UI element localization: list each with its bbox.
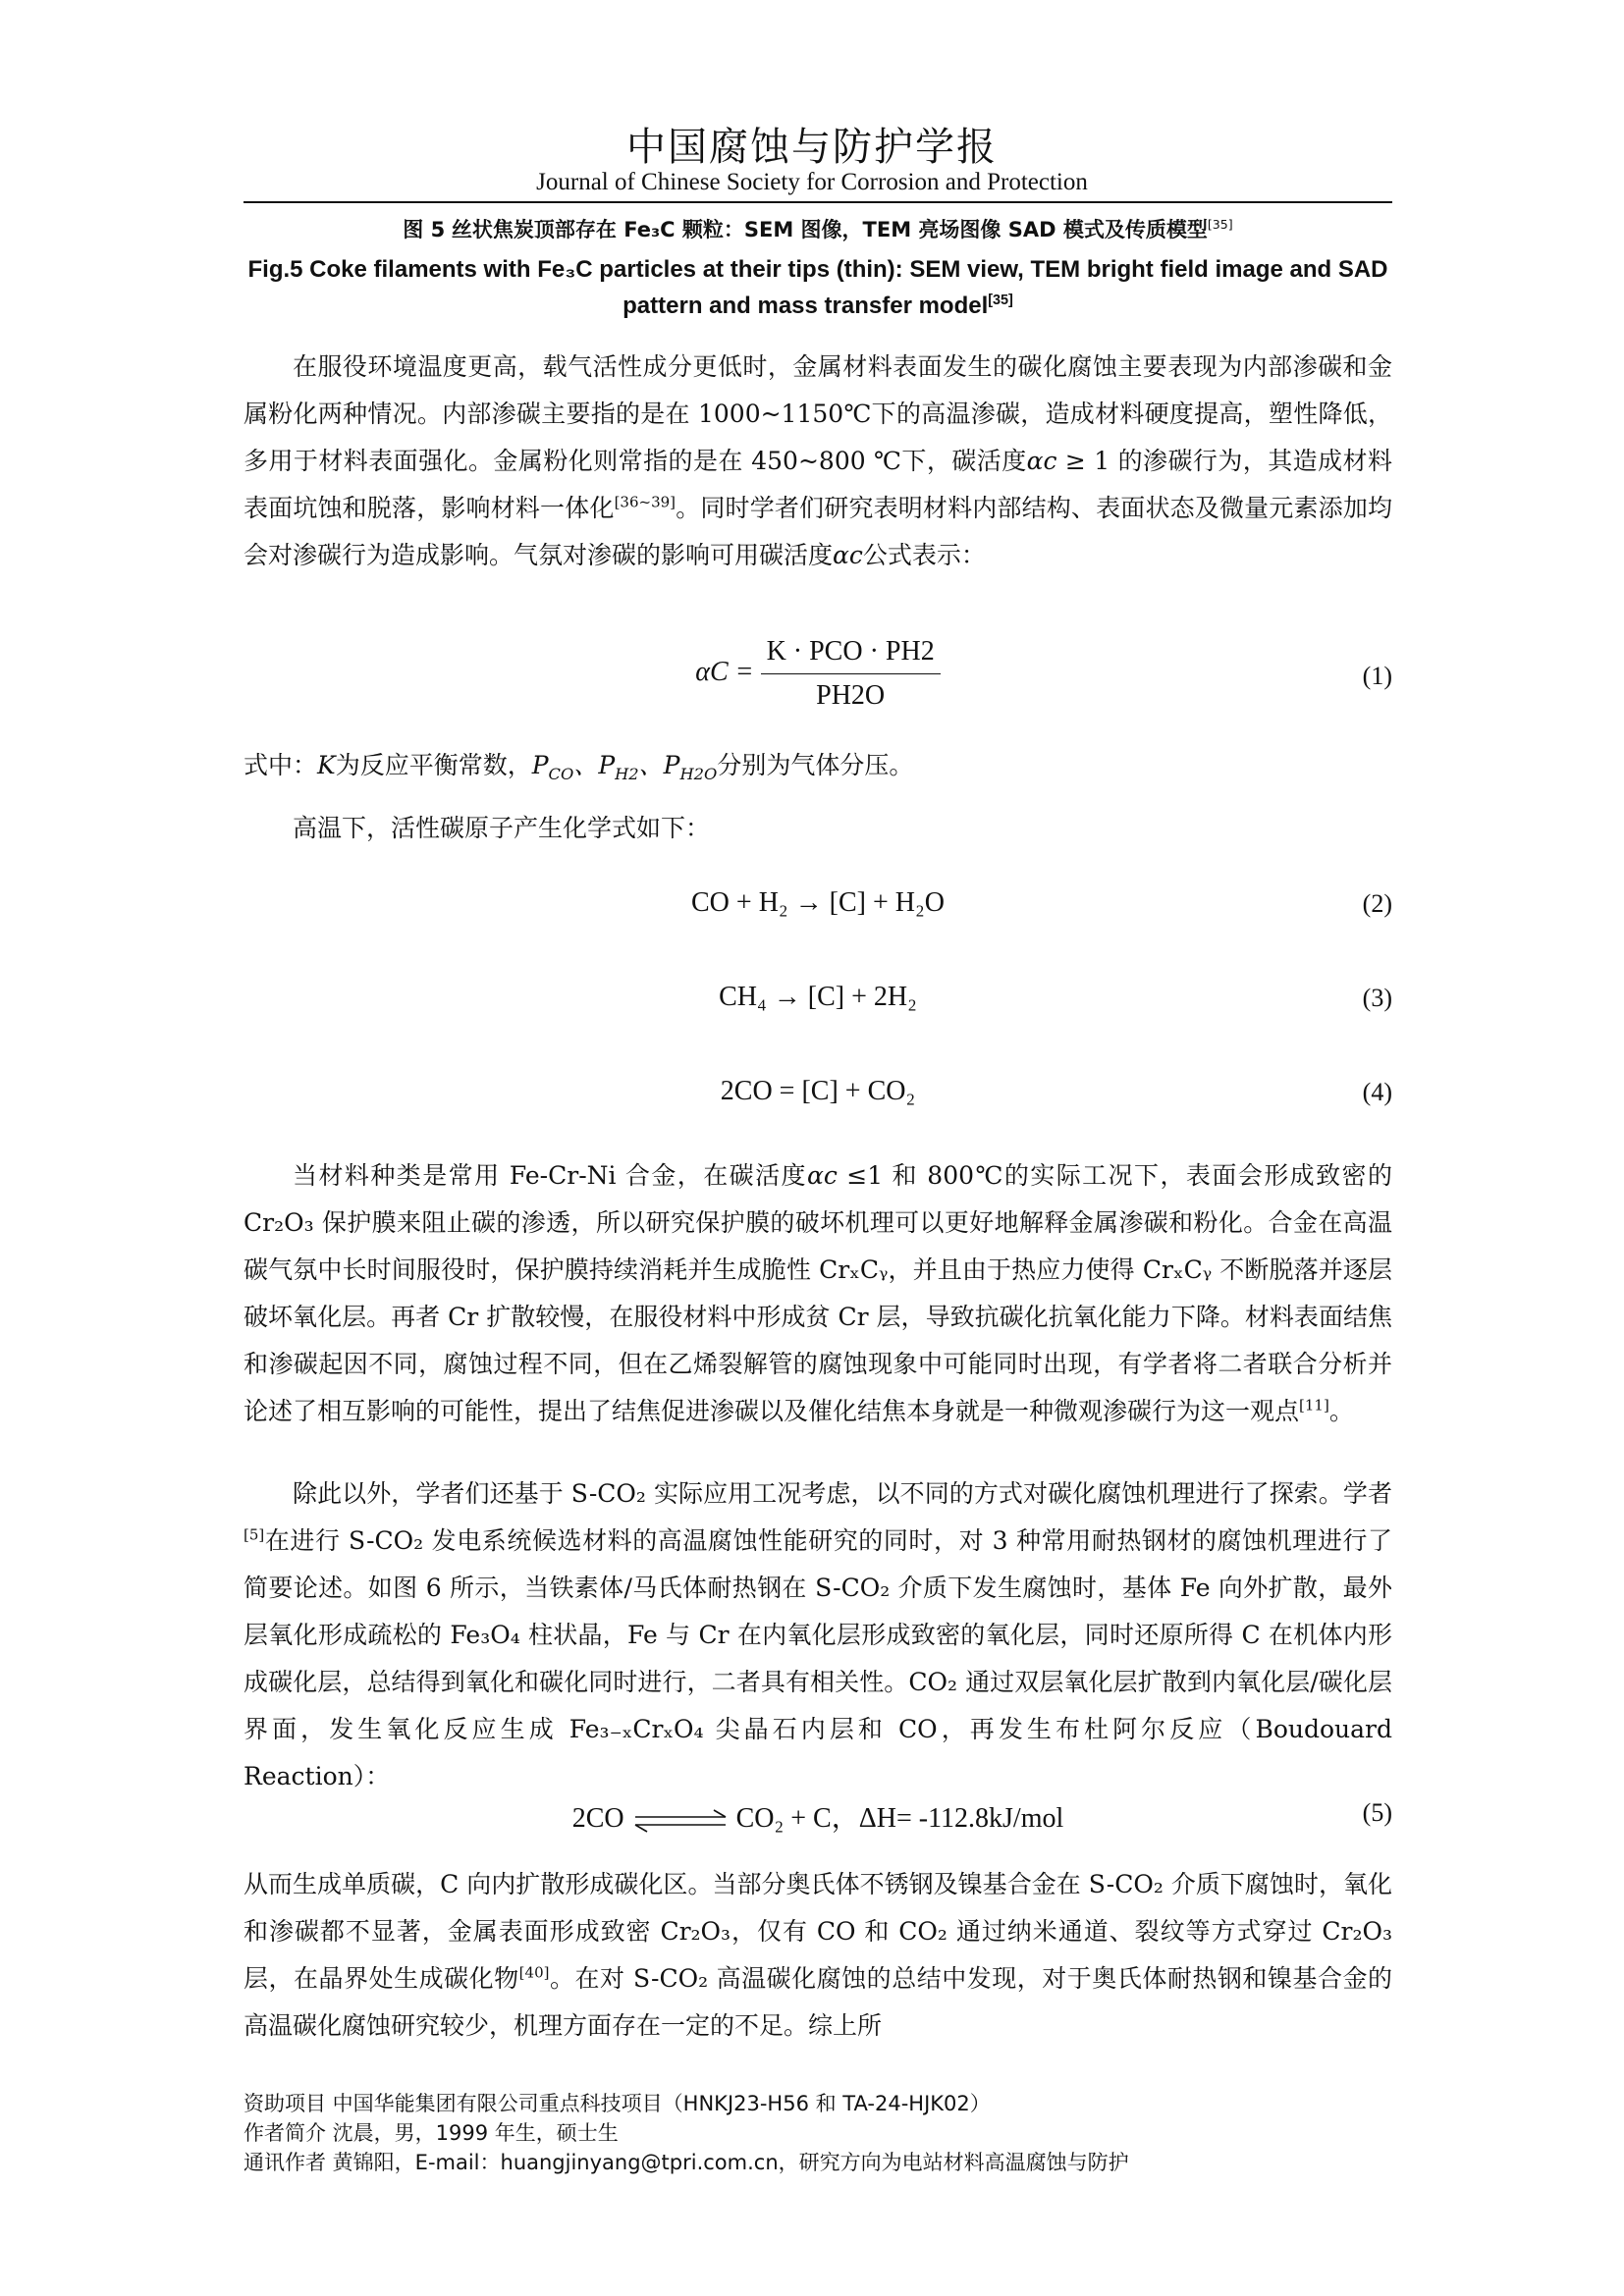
eq4-number: (4) xyxy=(1362,1078,1392,1106)
eq1-fraction xyxy=(761,636,941,712)
journal-title-cn: 中国腐蚀与防护学报 xyxy=(626,125,998,170)
eq4-formula: 2CO = [C] + CO₂ xyxy=(720,1076,916,1106)
alpha-c-symbol: αc xyxy=(806,1161,838,1190)
eq1-denominator: PH2O xyxy=(816,680,886,711)
paragraph-1: 在服役环境温度更高，载气活性成分更低时，金属材料表面发生的碳化腐蚀主要表现为内部渗碳和金属粉化两种情况。内部渗碳主要指的是在 1000~1150℃下的高温渗碳，造成材料硬度提高，塑性降低，多用于材料表面强化。金属粉化则常指的是在 450~800 ℃下，碳活度αc ≥ 1 的渗碳行为，其造成材料表面坑蚀和脱落，影响材料一体化[36~39]。同时学者们研究表明材料内部结构、表面状态及微量元素添加均会对渗碳行为造成影响。气氛对渗碳的影响可用碳活度αc公式表示： xyxy=(244,352,1392,569)
eq3-number: (3) xyxy=(1362,984,1392,1012)
equation-1 xyxy=(244,636,1392,724)
figure-caption-text: 丝状焦炭顶部存在 Fe₃C 颗粒：SEM 图像，TEM 亮场图像 SAD 模式及传质模型 xyxy=(451,218,1208,241)
citation: [40] xyxy=(518,1963,550,1982)
paragraph-4: 除此以外，学者们还基于 S-CO₂ 实际应用工况考虑，以不同的方式对碳化腐蚀机理进行了探索。学者[5]在进行 S-CO₂ 发电系统候选材料的高温腐蚀性能研究的同时，对 3 种常用耐热钢材的腐蚀机理进行了简要论述。如图 6 所示，当铁素体/马氏体耐热钢在 S-CO₂ 介质下发生腐蚀时，基体 Fe 向外扩散，最外层氧化形成疏松的 Fe₃O₄ 柱状晶，Fe 与 Cr 在内氧化层形成致密的氧化层，同时还原所得 C 在机体内形成碳化层，总结得到氧化和碳化同时进行，二者具有相关性。CO₂ 通过双层氧化层扩散到内氧化层/碳化层界面，发生氧化反应生成 Fe₃₋ₓCrₓO₄ 尖晶石内层和 CO，再发生布杜阿尔反应（Boudouard Reaction）： xyxy=(244,1479,1392,1790)
journal-title-en: Journal of Chinese Society for Corrosion and Protection xyxy=(536,169,1088,195)
eq2-number: (2) xyxy=(1362,889,1392,918)
figure-caption-en-ref: [35] xyxy=(988,293,1013,308)
eq5-lhs: 2CO xyxy=(571,1803,624,1834)
figure-label: 图 5 xyxy=(403,218,446,241)
equation-2 xyxy=(244,881,1392,940)
eq2-formula: CO + H₂ → [C] + H₂O xyxy=(691,887,945,918)
figure-caption-en-text: Fig.5 Coke filaments with Fe₃C particles at their tips (thin): SEM view, TEM bright field image and SAD pattern and mass transfer model xyxy=(247,256,1388,319)
header-rule xyxy=(244,201,1392,203)
eq1-lhs: αC = xyxy=(695,656,754,687)
alpha-c-symbol: αc xyxy=(1026,447,1057,475)
equilibrium-arrow-icon xyxy=(631,1808,730,1834)
alpha-c-symbol: αc xyxy=(833,541,863,569)
where-clause: 式中：K为反应平衡常数，$P_{CO}$、$P_{H2}$、$P_{H2O}$分别为气体分压。 xyxy=(244,751,914,783)
figure-caption-en xyxy=(244,251,1392,324)
equation-4 xyxy=(244,1070,1392,1129)
eq1-numerator: K · PCO · PH2 xyxy=(761,636,941,674)
equation-3 xyxy=(244,976,1392,1035)
footnote-corresponding: 通讯作者 黄锦阳，E-mail：huangjinyang@tpri.com.cn，研究方向为电站材料高温腐蚀与防护 xyxy=(244,2151,1129,2174)
figure-caption-cn xyxy=(244,214,1392,243)
citation: [11] xyxy=(1299,1396,1329,1415)
citation: [36~39] xyxy=(614,493,677,511)
paragraph-3: 当材料种类是常用 Fe-Cr-Ni 合金，在碳活度αc ≤1 和 800℃的实际工况下，表面会形成致密的 Cr₂O₃ 保护膜来阻止碳的渗透，所以研究保护膜的破坏机理可以更好地解释金属渗碳和粉化。合金在高温碳气氛中长时间服役时，保护膜持续消耗并生成脆性 CrₓCᵧ，并且由于热应力使得 CrₓCᵧ 不断脱落并逐层破坏氧化层。再者 Cr 扩散较慢，在服役材料中形成贫 Cr 层，导致抗碳化抗氧化能力下降。材料表面结焦和渗碳起因不同，腐蚀过程不同，但在乙烯裂解管的腐蚀现象中可能同时出现，有学者将二者联合分析并论述了相互影响的可能性，提出了结焦促进渗碳以及催化结焦本身就是一种微观渗碳行为这一观点[11]。 xyxy=(244,1161,1392,1425)
footnote-funding: 资助项目 中国华能集团有限公司重点科技项目（HNKJ23-H56 和 TA-24-HJK02） xyxy=(244,2092,991,2115)
paragraph-2: 高温下，活性碳原子产生化学式如下： xyxy=(293,814,711,842)
footnote-author: 作者简介 沈晨，男，1999 年生，硕士生 xyxy=(244,2121,619,2145)
paragraph-5: 从而生成单质碳，C 向内扩散形成碳化区。当部分奥氏体不锈钢及镍基合金在 S-CO₂ 介质下腐蚀时，氧化和渗碳都不显著，金属表面形成致密 Cr₂O₃，仅有 CO 和 CO₂ 通过纳米通道、裂纹等方式穿过 Cr₂O₃ 层，在晶界处生成碳化物[40]。在对 S-CO₂ 高温碳化腐蚀的总结中发现，对于奥氏体耐热钢和镍基合金的高温碳化腐蚀研究较少，机理方面存在一定的不足。综上所 xyxy=(244,1870,1392,2040)
eq3-formula: CH₄ → [C] + 2H₂ xyxy=(719,982,917,1012)
eq5-number: (5) xyxy=(1362,1798,1392,1827)
footnotes xyxy=(244,2089,1392,2177)
eq5-rhs: CO₂ + C，ΔH= -112.8kJ/mol xyxy=(735,1803,1064,1834)
eq1-number: (1) xyxy=(1362,662,1392,690)
figure-caption-ref: [35] xyxy=(1207,217,1233,232)
equation-5 xyxy=(244,1790,1392,1849)
citation: [5] xyxy=(244,1525,265,1544)
